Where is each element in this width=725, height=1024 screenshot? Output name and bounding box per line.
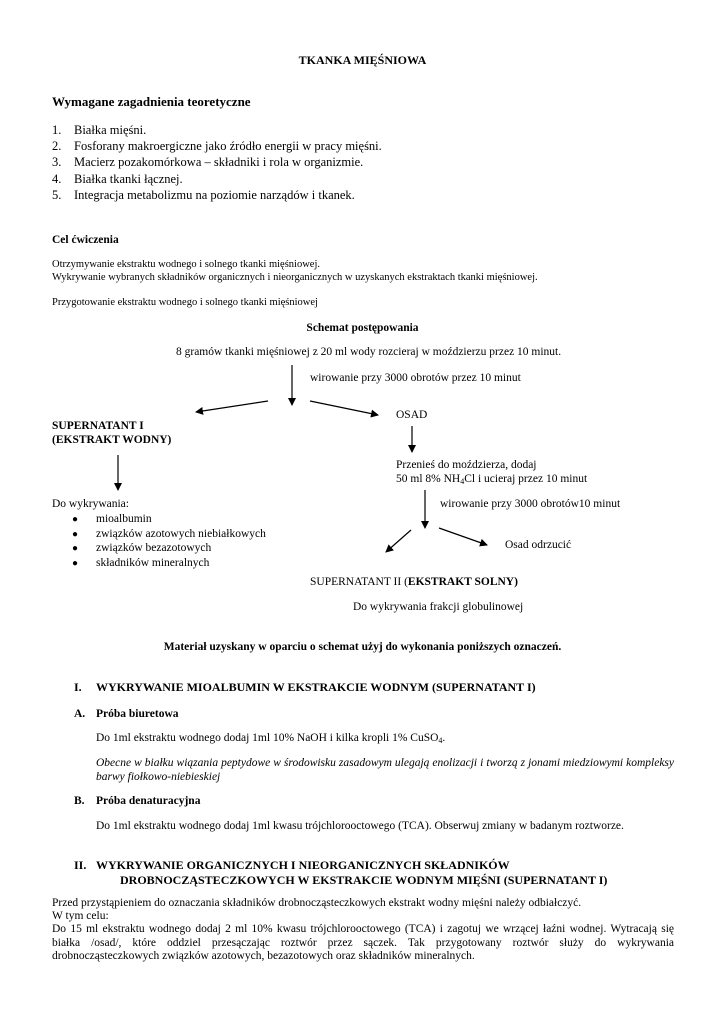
list-item: ● związków bezazotowych (72, 542, 212, 554)
section-2-number: II. (74, 858, 87, 872)
section-1b-label: B. (74, 795, 85, 807)
prep-line: Przygotowanie ekstraktu wodnego i solnego tkanki mięśniowej (52, 297, 318, 308)
supernatant-1-line-1: SUPERNATANT I (52, 420, 144, 432)
section-1a-label: A. (74, 708, 86, 720)
theory-heading: Wymagane zagadnienia teoretyczne (52, 94, 251, 109)
goal-line-2: Wykrywanie wybranych składników organicznych i nieorganicznych w uzyskanych ekstraktach tkanki mięśniowej. (52, 272, 538, 283)
discard-label: Osad odrzucić (505, 539, 572, 551)
arrow-left-2 (386, 530, 411, 552)
supernatant-2: SUPERNATANT II (EKSTRAKT SOLNY) (310, 576, 518, 588)
section-2-paragraph-2: W tym celu: (52, 910, 109, 922)
material-note: Materiał uzyskany w oparciu o schemat użyj do wykonania poniższych oznaczeń. (163, 641, 562, 653)
arrow-right-1 (310, 401, 378, 415)
detect-label: Do wykrywania: (52, 498, 129, 510)
section-2-paragraph-3: Do 15 ml ekstraktu wodnego dodaj 2 ml 10% kwasu trójchlorooctowego (TCA) i zagotuj we wrzącej łaźni wodnej. Wytracają się białka /osad/, które oddziel przesączając roztwór przez sączek. Tak przygotowany roztwór służy do wykrywania drobnocząsteczkowych związków azotowych, bezazotowych oraz składników mineralnych. (52, 923, 674, 962)
goal-line-1: Otrzymywanie ekstraktu wodnego i solnego tkanki mięśniowej. (52, 259, 320, 270)
bullet-icon: ● (72, 543, 79, 554)
list-item: 2. Fosforany makroergiczne jako źródło energii w pracy mięśni. (52, 139, 382, 154)
section-1b-title: Próba denaturacyjna (96, 795, 201, 807)
osad-label: OSAD (396, 409, 428, 421)
list-item: ● związków azotowych niebiałkowych (72, 527, 266, 540)
bullet-icon: ● (72, 557, 79, 569)
section-2-title-line-2: DROBNOCZĄSTECZKOWYCH W EKSTRAKCIE WODNYM MIĘŚNI (SUPERNATANT I) (120, 873, 608, 887)
page-title: TKANKA MIĘŚNIOWA (298, 53, 427, 67)
list-item: ● mioalbumin (72, 513, 152, 525)
scheme-centrifuge-1: wirowanie przy 3000 obrotów przez 10 minut (310, 372, 521, 384)
section-1a-title: Próba biuretowa (96, 708, 179, 720)
arrow-left-1 (196, 401, 268, 412)
scheme-centrifuge-2: wirowanie przy 3000 obrotów10 minut (440, 498, 621, 510)
list-item: 3. Macierz pozakomórkowa – składniki i rola w organizmie. (52, 155, 364, 170)
section-1a-text: Do 1ml ekstraktu wodnego dodaj 1ml 10% NaOH i kilka kropli 1% CuSO$_4$. (96, 732, 446, 745)
list-item: ● składników mineralnych (72, 556, 210, 569)
list-item: 1. Białka mięśni. (52, 123, 147, 137)
arrow-right-2 (439, 528, 487, 545)
list-item: 5. Integracja metabolizmu na poziomie narządów i tkanek. (52, 187, 355, 202)
goal-heading: Cel ćwiczenia (52, 234, 119, 246)
bullet-icon: ● (72, 514, 79, 525)
bullet-icon: ● (72, 528, 79, 540)
list-item: 4. Białka tkanki łącznej. (52, 171, 183, 186)
section-1-title: WYKRYWANIE MIOALBUMIN W EKSTRAKCIE WODNYM (SUPERNATANT I) (96, 680, 536, 694)
section-2-paragraph-1: Przed przystąpieniem do oznaczania składników drobnocząsteczkowych ekstrakt wodny mięśni należy odbiałczyć. (52, 897, 582, 909)
section-2-title-line-1: WYKRYWANIE ORGANICZNYCH I NIEORGANICZNYCH SKŁADNIKÓW (96, 858, 510, 872)
transfer-line-2: 50 ml 8% $NH_4Cl$ i ucieraj przez 10 minut (396, 473, 588, 486)
transfer-line-1: Przenieś do moździerza, dodaj (396, 459, 537, 471)
scheme-heading: Schemat postępowania (306, 322, 419, 334)
section-1-number: I. (74, 680, 82, 694)
scheme-step-1: 8 gramów tkanki mięśniowej z 20 ml wody rozcieraj w moździerzu przez 10 minut. (176, 346, 562, 358)
section-1a-note: Obecne w białku wiązania peptydowe w środowisku zasadowym ulegają enolizacji i tworzą z jonami miedziowymi kompleksy barwy fiołkowo-niebieskiej (96, 757, 674, 783)
globulin-line: Do wykrywania frakcji globulinowej (353, 601, 524, 613)
supernatant-1-line-2: (EKSTRAKT WODNY) (52, 434, 172, 446)
section-1b-text: Do 1ml ekstraktu wodnego dodaj 1ml kwasu trójchlorooctowego (TCA). Obserwuj zmiany w badanym roztworze. (96, 820, 624, 832)
